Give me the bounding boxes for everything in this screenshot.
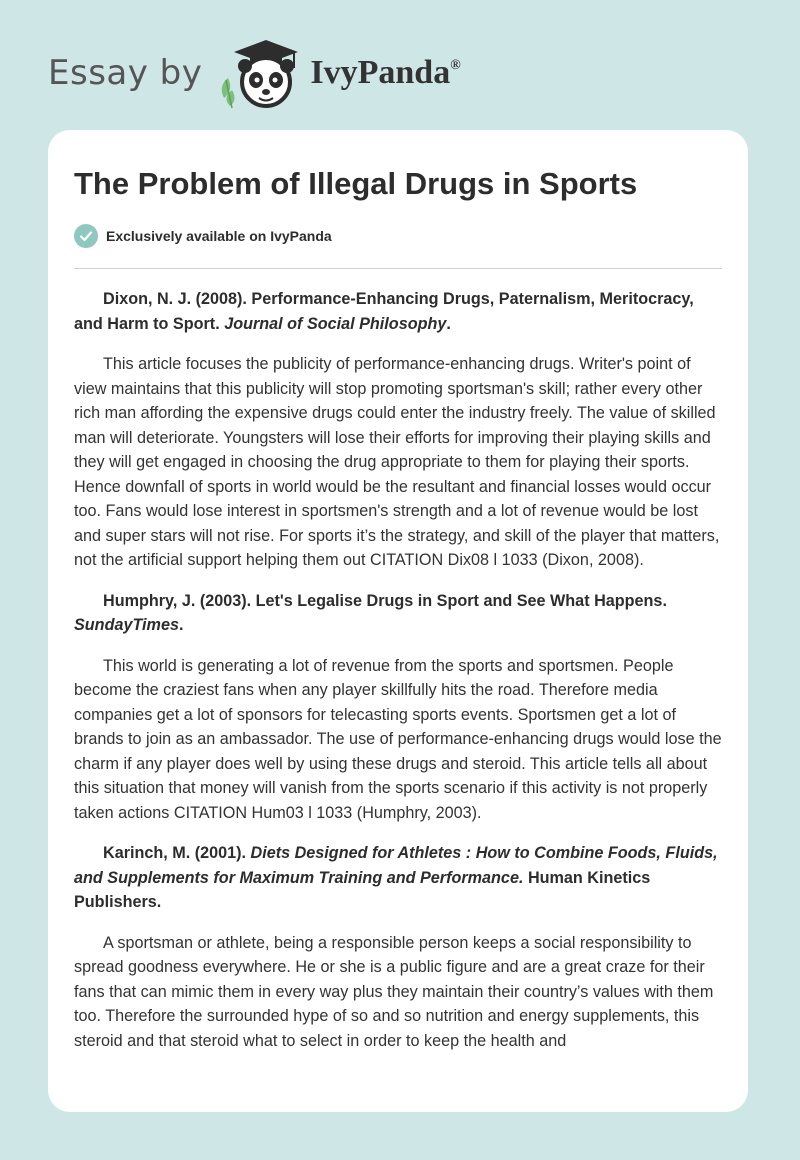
reference-2: Humphry, J. (2003). Let's Legalise Drugs in Sport and See What Happens. SundayTimes. bbox=[74, 591, 667, 634]
paragraph-3: A sportsman or athlete, being a responsible person keeps a social responsibility to spread goodness everywhere. He or she is a public figure and are a great craze for their fans that can mimic them in every way plus they maintain their country’s values with them too. Therefore the surrounded hype of so and so nutrition and energy supplements, this steroid and that steroid what to select in order to keep the health and bbox=[74, 933, 714, 1050]
reference-3: Karinch, M. (2001). Diets Designed for Athletes : How to Combine Foods, Fluids, and Supplements for Maximum Training and Performance. Human Kinetics Publishers. bbox=[74, 844, 718, 911]
exclusive-label: Exclusively available on IvyPanda bbox=[106, 228, 332, 244]
divider bbox=[74, 268, 722, 269]
essay-content bbox=[74, 287, 722, 1053]
site-header bbox=[48, 36, 461, 110]
essay-by-label: Essay by bbox=[48, 53, 203, 93]
essay-card bbox=[48, 130, 748, 1112]
page-title: The Problem of Illegal Drugs in Sports bbox=[74, 166, 638, 201]
check-icon bbox=[74, 224, 98, 248]
paragraph-1: This article focuses the publicity of performance-enhancing drugs. Writer's point of view maintains that this publicity will stop promoting sportsman's skill; rather every other rich man affording the expensive drugs could enter the industry freely. The value of skilled man will deteriorate. Youngsters will lose their efforts for improving their playing skills and they will get engaged in choosing the drug appropriate to them for playing their sports. Hence downfall of sports in world would be the resultant and financial losses would occur too. Fans would lose interest in sportsmen's strength and a lot of revenue would be lost and super stars will not rise. For sports it’s the strategy, and skill of the player that matters, not the artificial support helping them out CITATION Dix08 l 1033 (Dixon, 2008). bbox=[74, 355, 720, 569]
panda-logo-icon[interactable] bbox=[214, 36, 306, 110]
brand-name[interactable]: IvyPanda® bbox=[310, 54, 461, 91]
paragraph-2: This world is generating a lot of revenue from the sports and sportsmen. People become the craziest fans when any player skillfully hits the road. Therefore media companies get a lot of sponsors for telecasting sports events. Sportsmen get a lot of brands to join as an ambassador. The use of performance-enhancing drugs would lose the charm if any player does well by using these drugs and steroid. This article tells all about this situation that money will vanish from the sports scenario if this activity is not properly taken actions CITATION Hum03 l 1033 (Humphry, 2003). bbox=[74, 656, 722, 822]
reference-1: Dixon, N. J. (2008). Performance-Enhancing Drugs, Paternalism, Meritocracy, and Harm to Sport. Journal of Social Philosophy. bbox=[74, 290, 694, 333]
exclusive-badge bbox=[74, 222, 722, 250]
